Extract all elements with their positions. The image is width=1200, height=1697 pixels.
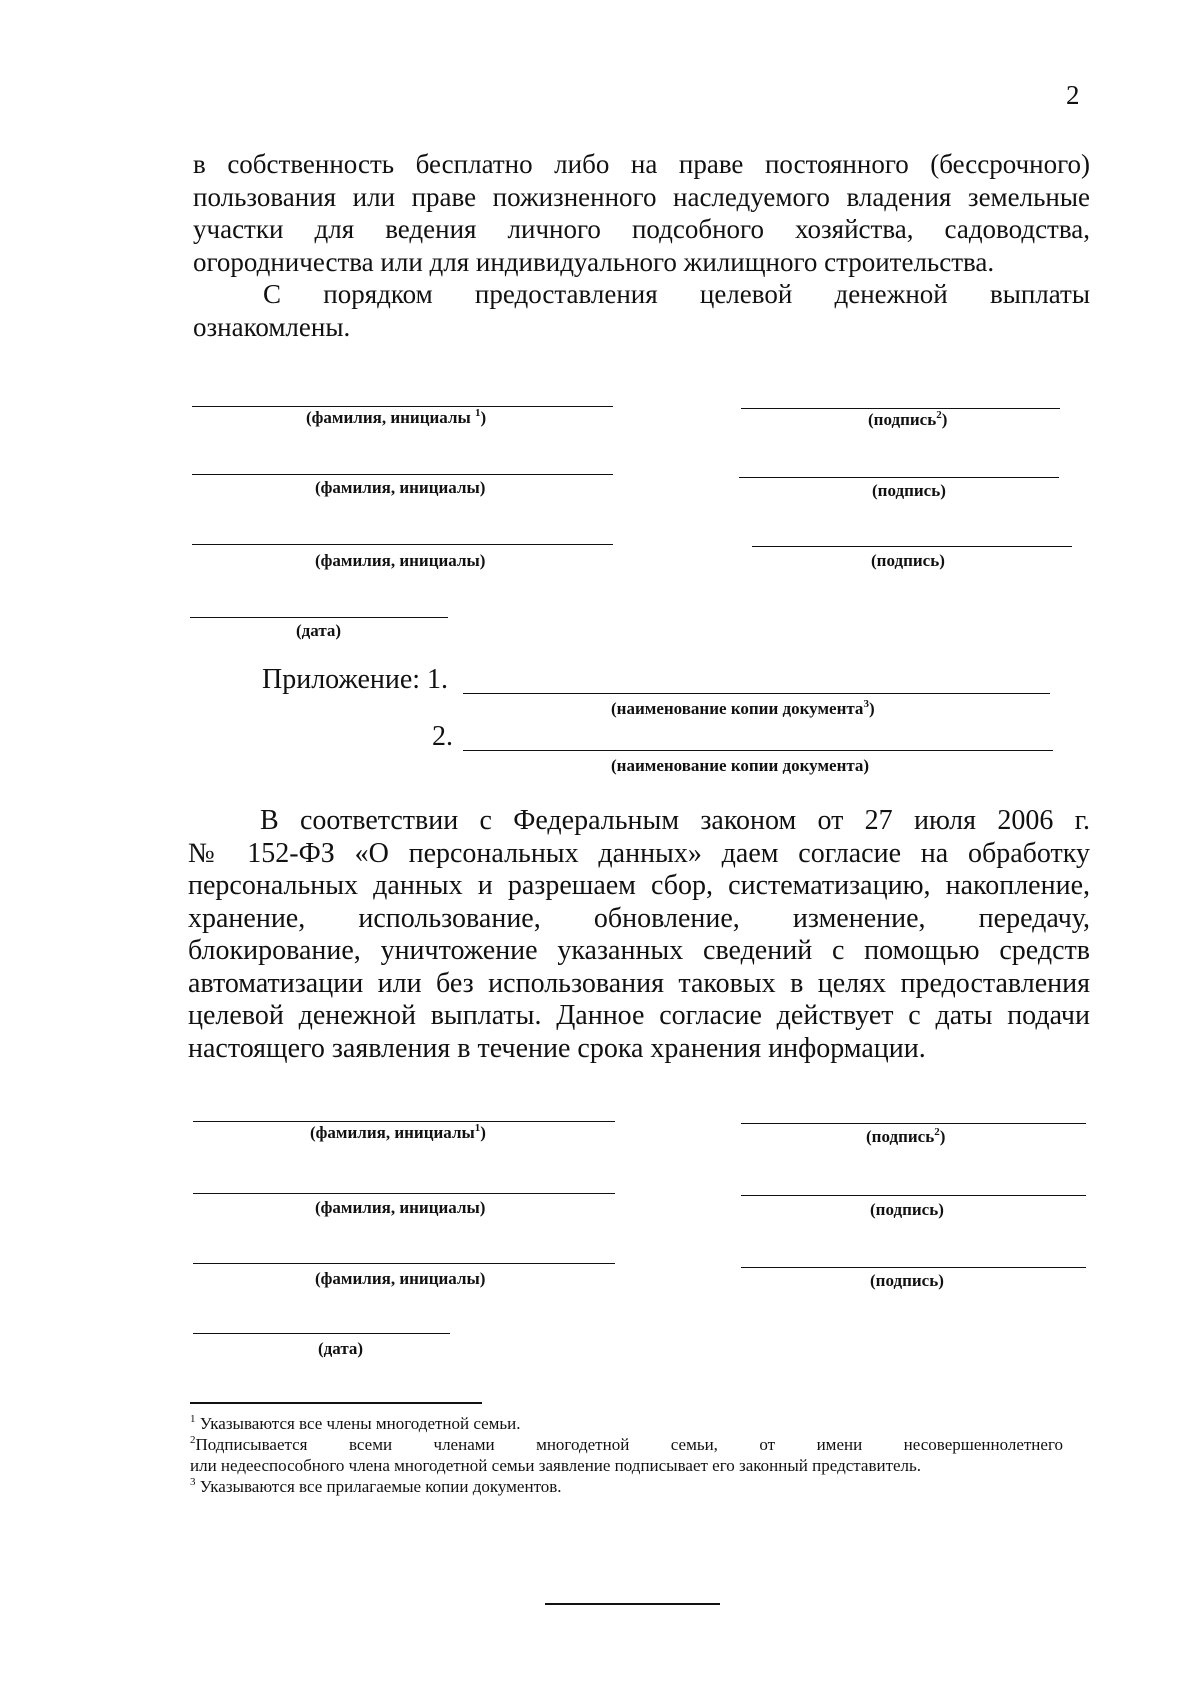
- signature-line[interactable]: [741, 1195, 1086, 1196]
- footnotes: [190, 1413, 1063, 1497]
- name-caption: (фамилия, инициалы): [315, 478, 486, 497]
- intro-line: огородничества или для индивидуального жилищного строительства.: [193, 246, 995, 277]
- name-line[interactable]: [193, 1263, 615, 1264]
- name-line[interactable]: [192, 406, 613, 407]
- name-caption: (фамилия, инициалы): [315, 1198, 486, 1217]
- end-rule: [545, 1603, 720, 1605]
- date-caption: (дата): [318, 1339, 364, 1358]
- signature-caption: (подпись$^2$): [868, 409, 948, 429]
- name-line[interactable]: [192, 474, 613, 475]
- intro-line: участки для ведения личного подсобного хозяйства, садоводства,: [193, 214, 1090, 244]
- consent-line: блокирование, уничтожение указанных сведений с помощью средств: [188, 935, 1090, 966]
- consent-paragraph: [188, 805, 1090, 1065]
- date-line[interactable]: [193, 1333, 450, 1334]
- annex-line-2[interactable]: [463, 750, 1053, 751]
- signature-caption: (подпись$^2$): [866, 1126, 946, 1146]
- footnote-2: $^2$Подписывается всеми членами многодетной семьи, от имени несовершеннолетнего: [190, 1434, 1063, 1454]
- consent-line: автоматизации или без использования таковых в целях предоставления: [188, 967, 1090, 999]
- annex-caption-2: (наименование копии документа): [611, 756, 870, 775]
- intro-line: в собственность бесплатно либо на праве постоянного (бессрочного): [193, 149, 1090, 179]
- signature-line[interactable]: [739, 477, 1059, 478]
- footnote-3: $^3$ Указываются все прилагаемые копии документов.: [190, 1476, 562, 1496]
- name-caption: (фамилия, инициалы$^1$): [310, 1122, 486, 1142]
- signature-line[interactable]: [741, 1123, 1086, 1124]
- signature-caption: (подпись): [870, 1200, 944, 1219]
- consent-line: № 152-ФЗ «О персональных данных» даем согласие на обработку: [188, 837, 1090, 869]
- signature-caption: (подпись): [872, 481, 946, 500]
- consent-line: В соответствии с Федеральным законом от 27 июля 2006 г.: [260, 805, 1090, 836]
- consent-line: целевой денежной выплаты. Данное согласие действует с даты подачи: [188, 1000, 1090, 1031]
- name-caption: (фамилия, инициалы): [315, 1269, 486, 1288]
- footnote-1: $^1$ Указываются все члены многодетной семьи.: [190, 1413, 521, 1433]
- signature-caption: (подпись): [870, 1271, 944, 1290]
- annex-line-1[interactable]: [463, 693, 1050, 694]
- signature-caption: (подпись): [871, 551, 945, 570]
- name-caption: (фамилия, инициалы): [315, 551, 486, 570]
- signature-line[interactable]: [741, 408, 1060, 409]
- annex-caption-1: (наименование копии документа$^3$): [611, 698, 875, 718]
- acknowledge-line: ознакомлены.: [193, 311, 351, 342]
- annex-label: Приложение: 1.: [262, 664, 449, 695]
- footnote-separator: [190, 1402, 482, 1404]
- signature-line[interactable]: [741, 1267, 1086, 1268]
- intro-line: пользования или праве пожизненного наследуемого владения земельные: [193, 181, 1090, 212]
- date-caption: (дата): [296, 621, 342, 640]
- footnote-2-cont: или недееспособного члена многодетной семьи заявление подписывает его законный представитель.: [190, 1456, 922, 1475]
- consent-line: настоящего заявления в течение срока хранения информации.: [188, 1032, 926, 1064]
- name-caption: (фамилия, инициалы $^1$): [306, 407, 487, 427]
- signature-line[interactable]: [752, 546, 1072, 547]
- annex-item-2: 2.: [432, 721, 453, 752]
- consent-line: хранение, использование, обновление, изменение, передачу,: [188, 902, 1090, 934]
- name-line[interactable]: [193, 1193, 615, 1194]
- date-line[interactable]: [190, 617, 448, 618]
- acknowledge-line: С порядком предоставления целевой денежной выплаты: [263, 279, 1090, 309]
- page-number: 2: [1066, 80, 1080, 110]
- intro-paragraph: [193, 148, 1090, 343]
- name-line[interactable]: [192, 544, 613, 545]
- consent-line: персональных данных и разрешаем сбор, систематизацию, накопление,: [188, 870, 1090, 901]
- name-line[interactable]: [193, 1121, 615, 1122]
